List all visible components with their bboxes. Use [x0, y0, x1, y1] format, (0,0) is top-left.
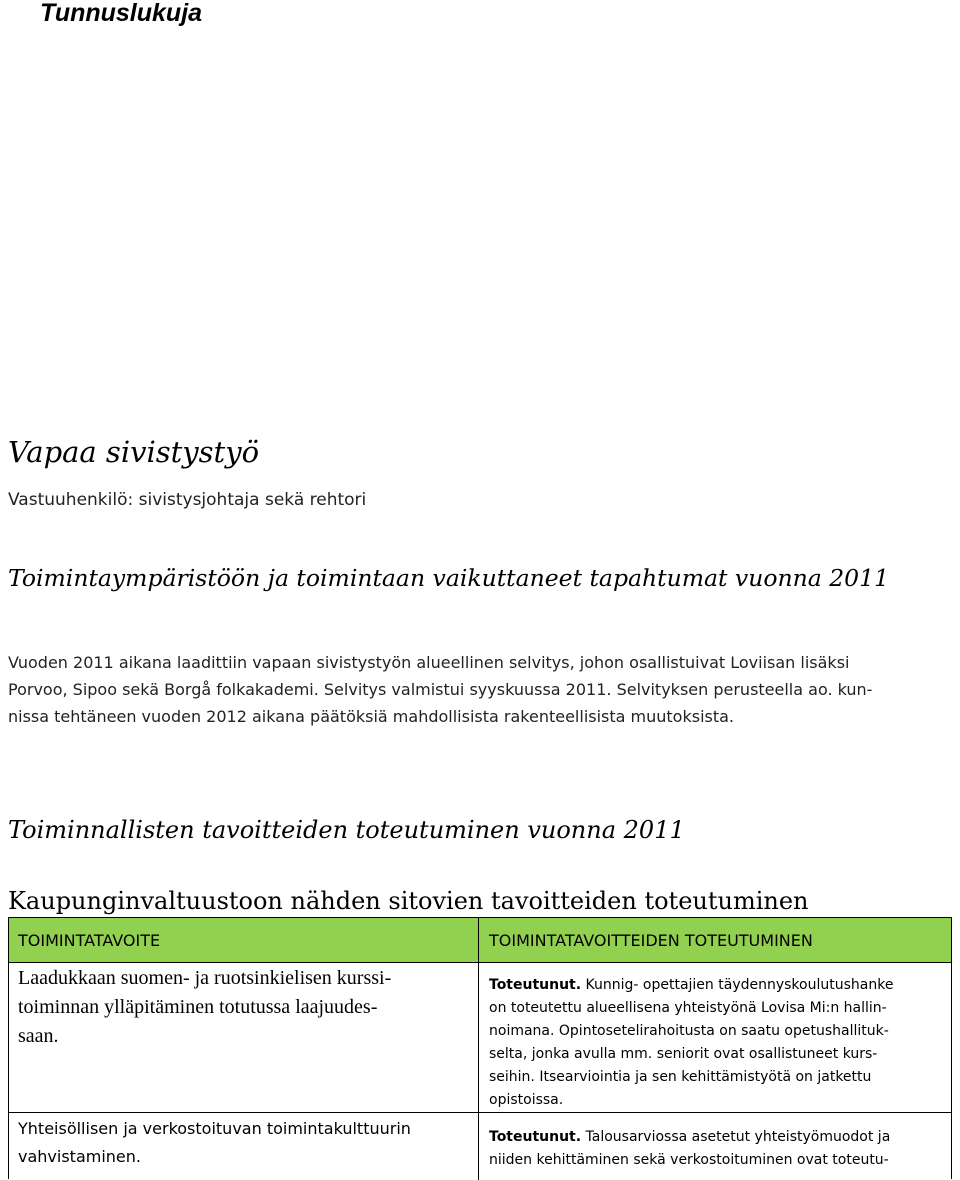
goal-line: Laadukkaan suomen- ja ruotsinkielisen kurssi-	[18, 967, 392, 989]
status-label: Toteutunut.	[489, 977, 582, 993]
row-divider	[9, 1112, 951, 1113]
events-line: Porvoo, Sipoo sekä Borgå folkakademi. Selvitys valmistui syyskuussa 2011. Selvityksen perusteella ao. kun-	[8, 680, 873, 699]
result-line: Kunnig- opettajien täydennyskoulutushanke	[581, 977, 894, 993]
table-row-2-result	[489, 1126, 944, 1172]
table-row-2-goal	[18, 1115, 458, 1171]
responsible-person: Vastuuhenkilö: sivistysjohtaja sekä rehtori	[8, 490, 367, 510]
column-header-goal: TOIMINTATAVOITE	[18, 931, 161, 950]
column-header-result: TOIMINTATAVOITTEIDEN TOTEUTUMINEN	[489, 931, 813, 950]
goal-line: saan.	[18, 1025, 59, 1047]
goal-line: Yhteisöllisen ja verkostoituvan toimintakulttuurin	[18, 1119, 411, 1138]
result-line: selta, jonka avulla mm. seniorit ovat osallistuneet kurs-	[489, 1046, 878, 1062]
events-line: nissa tehtäneen vuoden 2012 aikana päätöksiä mahdollisista rakenteellisista muutoksista.	[8, 707, 735, 726]
goals-table	[8, 917, 952, 1179]
table-row-1-goal	[18, 964, 458, 1051]
binding-goals-heading: Kaupunginvaltuustoon nähden sitovien tavoitteiden toteutuminen	[8, 887, 809, 915]
result-line: Talousarviossa asetetut yhteistyömuodot ja	[581, 1129, 891, 1145]
page-title: Tunnuslukuja	[40, 0, 203, 27]
goals-heading: Toiminnallisten tavoitteiden toteutuminen vuonna 2011	[8, 816, 685, 844]
table-header	[9, 918, 951, 963]
result-line: noimana. Opintosetelirahoitusta on saatu opetushallituk-	[489, 1023, 889, 1039]
section-title: Vapaa sivistystyö	[8, 435, 260, 469]
result-line: seihin. Itsearviointia ja sen kehittämistyötä on jatkettu	[489, 1069, 872, 1085]
result-line: opistoissa.	[489, 1092, 564, 1108]
goal-line: vahvistaminen.	[18, 1147, 141, 1166]
result-line: niiden kehittäminen sekä verkostoituminen ovat toteutu-	[489, 1152, 889, 1168]
status-label: Toteutunut.	[489, 1129, 582, 1145]
events-heading: Toimintaympäristöön ja toimintaan vaikuttaneet tapahtumat vuonna 2011	[8, 564, 890, 592]
goal-line: toiminnan ylläpitäminen totutussa laajuudes-	[18, 996, 378, 1018]
events-line: Vuoden 2011 aikana laadittiin vapaan sivistystyön alueellinen selvitys, johon osallistuivat Loviisan lisäksi	[8, 653, 850, 672]
result-line: on toteutettu alueellisena yhteistyönä Lovisa Mi:n hallin-	[489, 1000, 887, 1016]
column-divider	[478, 918, 479, 1180]
table-row-1-result	[489, 974, 944, 1112]
events-paragraph	[8, 649, 938, 730]
